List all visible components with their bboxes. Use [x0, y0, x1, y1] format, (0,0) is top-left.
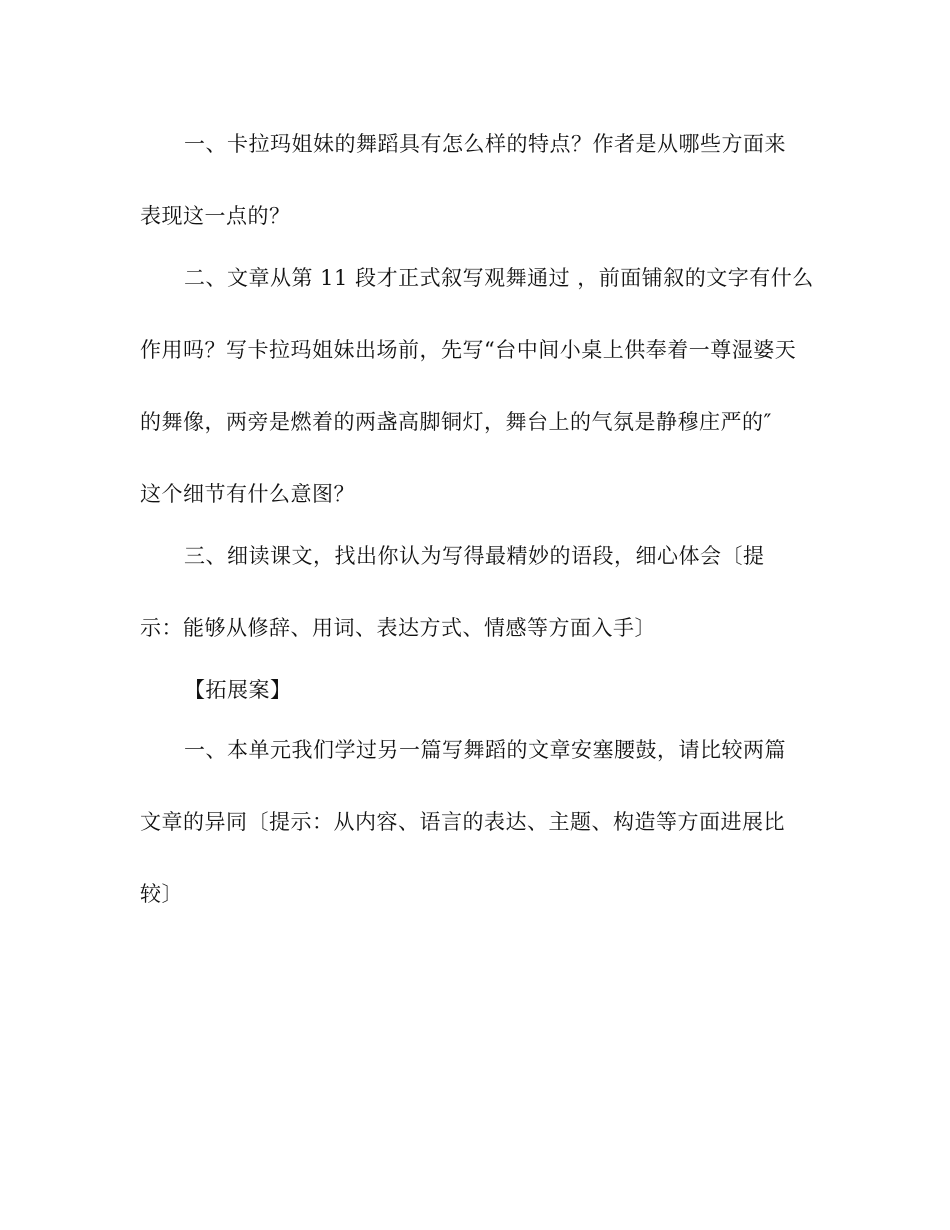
question-1-line-2: 表现这一点的？ [140, 204, 291, 228]
question-3-line-2: 示：能够从修辞、用词、表达方式、情感等方面入手〕 [140, 616, 656, 640]
question-2-line-4: 这个细节有什么意图？ [140, 482, 355, 506]
question-2-line-1: 二、文章从第 11 段才正式叙写观舞通过 ，前面铺叙的文字有什么 [184, 266, 814, 290]
question-2-line-2: 作用吗？写卡拉玛姐妹出场前，先写“台中间小桌上供奉着一尊湿婆天 [140, 338, 797, 362]
extension-question-1-line-3: 较〕 [140, 882, 183, 906]
extension-heading: 【拓展案】 [184, 678, 292, 702]
question-3-line-1: 三、细读课文，找出你认为写得最精妙的语段，细心体会〔提 [184, 544, 765, 568]
extension-question-1-line-1: 一、本单元我们学过另一篇写舞蹈的文章安塞腰鼓，请比较两篇 [184, 738, 786, 762]
extension-question-1-line-2: 文章的异同〔提示：从内容、语言的表达、主题、构造等方面进展比 [140, 810, 785, 834]
question-1-line-1: 一、卡拉玛姐妹的舞蹈具有怎么样的特点？作者是从哪些方面来 [184, 132, 786, 156]
question-2-line-3: 的舞像，两旁是燃着的两盏高脚铜灯，舞台上的气氛是静穆庄严的″ [140, 410, 772, 434]
